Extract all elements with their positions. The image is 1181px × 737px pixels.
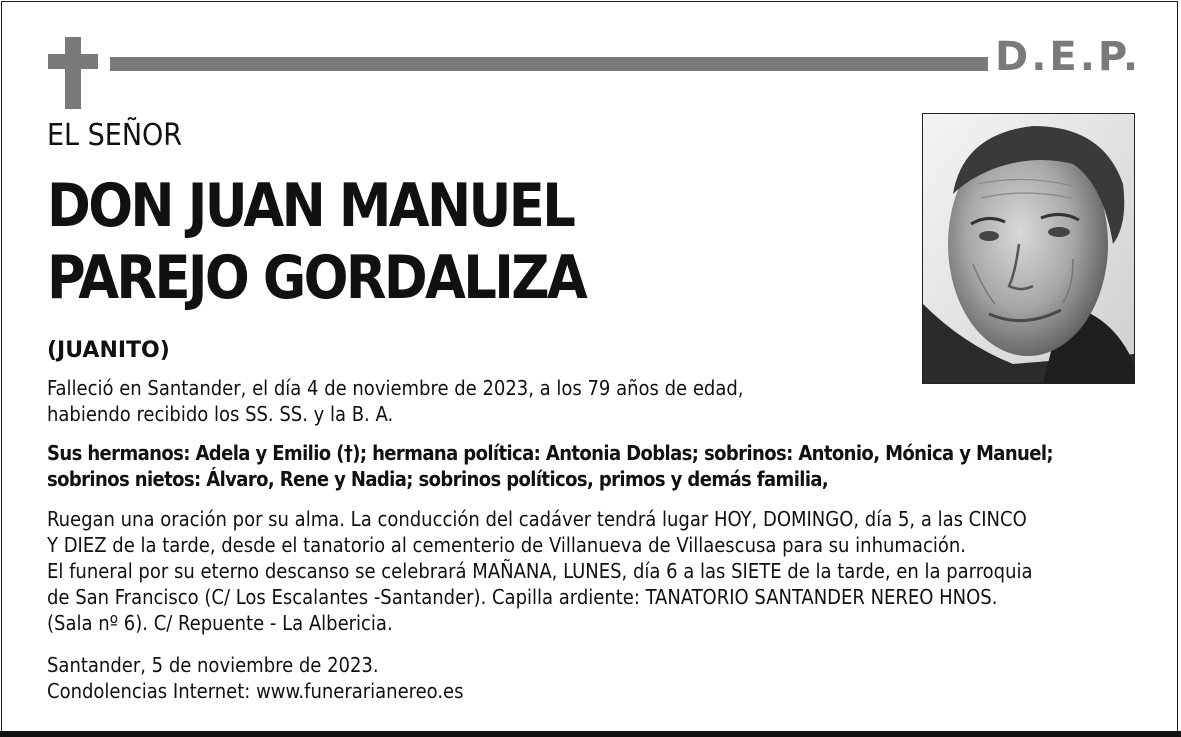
- place-date: Santander, 5 de noviembre de 2023.: [47, 653, 379, 677]
- service-line-5: (Sala nº 6). C/ Repuente - La Albericia.: [47, 611, 393, 635]
- family-line-2: sobrinos nietos: Álvaro, Rene y Nadia; sobrinos políticos, primos y demás familia,: [47, 467, 829, 491]
- dep-label: D.E.P.: [995, 34, 1142, 80]
- service-line-3: El funeral por su eterno descanso se celebrará MAÑANA, LUNES, día 6 a las SIETE de la tarde, en la parroquia: [47, 559, 1033, 583]
- nickname: (JUANITO): [47, 338, 170, 363]
- bottom-rule: [0, 731, 1181, 737]
- name-line-2: PAREJO GORDALIZA: [47, 243, 586, 313]
- deceased-name: [47, 170, 585, 314]
- name-line-1: DON JUAN MANUEL: [47, 171, 574, 241]
- family-line-1: Sus hermanos: Adela y Emilio (†); hermana política: Antonia Doblas; sobrinos: Antonio, Mónica y Manuel;: [47, 441, 1054, 465]
- header-rule: [110, 57, 988, 71]
- death-notice-line-1: Falleció en Santander, el día 4 de noviembre de 2023, a los 79 años de edad,: [47, 376, 744, 400]
- service-line-1: Ruegan una oración por su alma. La conducción del cadáver tendrá lugar HOY, DOMINGO, día 5, a las CINCO: [47, 507, 1027, 531]
- family-list: [47, 440, 1053, 492]
- honorific-title: EL SEÑOR: [47, 118, 183, 153]
- service-details: [47, 506, 1033, 636]
- cross-icon: [48, 37, 98, 109]
- portrait-photo: [922, 113, 1135, 384]
- service-line-2: Y DIEZ de la tarde, desde el tanatorio al cementerio de Villanueva de Villaescusa para su inhumación.: [47, 533, 966, 557]
- condolences-link: Condolencias Internet: www.funerarianereo.es: [47, 679, 464, 703]
- footer: [47, 652, 463, 704]
- death-notice-line-2: habiendo recibido los SS. SS. y la B. A.: [47, 402, 394, 426]
- death-notice: [47, 375, 743, 427]
- service-line-4: de San Francisco (C/ Los Escalantes -Santander). Capilla ardiente: TANATORIO SANTANDER NEREO HNOS.: [47, 585, 998, 609]
